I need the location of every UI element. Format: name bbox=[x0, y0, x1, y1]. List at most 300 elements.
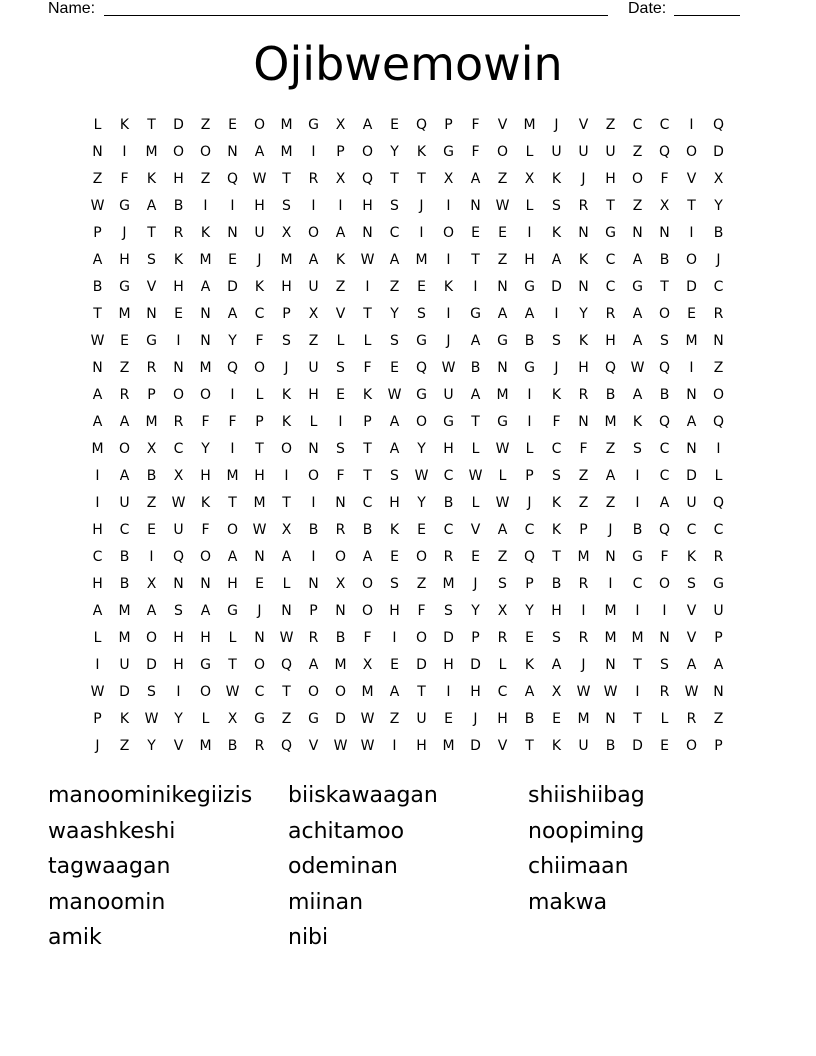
grid-letter: F bbox=[336, 468, 345, 484]
grid-letter: Q bbox=[415, 117, 428, 133]
grid-letter: L bbox=[93, 117, 102, 133]
grid-letter: A bbox=[389, 414, 400, 430]
grid-letter: I bbox=[338, 198, 343, 214]
grid-letter: T bbox=[228, 495, 237, 511]
grid-letter: F bbox=[363, 360, 372, 376]
grid-letter: E bbox=[687, 306, 696, 322]
grid-letter: D bbox=[632, 738, 643, 754]
grid-letter: A bbox=[632, 387, 643, 403]
grid-letter: C bbox=[605, 279, 616, 295]
word-list-item: waashkeshi bbox=[48, 818, 176, 844]
grid-letter: J bbox=[284, 360, 289, 376]
grid-letter: P bbox=[714, 738, 723, 754]
grid-letter: N bbox=[362, 225, 373, 241]
grid-letter: H bbox=[173, 279, 184, 295]
grid-letter: B bbox=[713, 225, 724, 241]
grid-letter: K bbox=[578, 333, 589, 349]
grid-letter: R bbox=[497, 630, 508, 646]
grid-letter: N bbox=[713, 684, 724, 700]
grid-letter: A bbox=[254, 144, 265, 160]
grid-letter: I bbox=[527, 387, 532, 403]
grid-letter: P bbox=[282, 306, 291, 322]
grid-letter: V bbox=[686, 603, 697, 619]
grid-letter: Q bbox=[280, 738, 293, 754]
grid-letter: E bbox=[120, 333, 129, 349]
grid-letter: O bbox=[199, 144, 212, 160]
grid-letter: T bbox=[255, 441, 264, 457]
grid-letter: X bbox=[551, 684, 562, 700]
grid-letter: J bbox=[554, 360, 559, 376]
grid-letter: O bbox=[280, 441, 293, 457]
grid-letter: I bbox=[392, 738, 397, 754]
grid-letter: C bbox=[713, 522, 724, 538]
grid-letter: S bbox=[660, 333, 669, 349]
grid-letter: Z bbox=[200, 117, 211, 133]
grid-letter: R bbox=[605, 306, 616, 322]
grid-letter: A bbox=[146, 603, 157, 619]
grid-letter: S bbox=[390, 198, 399, 214]
grid-letter: E bbox=[228, 117, 237, 133]
grid-letter: M bbox=[523, 117, 536, 133]
grid-letter: B bbox=[605, 738, 616, 754]
grid-letter: H bbox=[362, 198, 373, 214]
grid-letter: N bbox=[200, 306, 211, 322]
grid-letter: B bbox=[659, 387, 670, 403]
grid-letter: C bbox=[389, 225, 400, 241]
grid-letter: Z bbox=[578, 468, 589, 484]
grid-letter: H bbox=[227, 576, 238, 592]
grid-letter: C bbox=[659, 117, 670, 133]
grid-letter: O bbox=[415, 414, 428, 430]
grid-letter: R bbox=[173, 414, 184, 430]
grid-letter: M bbox=[118, 630, 131, 646]
grid-letter: O bbox=[631, 171, 644, 187]
grid-letter: I bbox=[635, 495, 640, 511]
grid-letter: Q bbox=[361, 171, 374, 187]
grid-letter: U bbox=[713, 603, 724, 619]
grid-letter: L bbox=[525, 198, 534, 214]
grid-letter: F bbox=[255, 333, 264, 349]
grid-letter: T bbox=[633, 711, 642, 727]
grid-letter: Y bbox=[147, 738, 156, 754]
grid-letter: N bbox=[713, 333, 724, 349]
grid-letter: S bbox=[390, 576, 399, 592]
grid-letter: M bbox=[226, 468, 239, 484]
grid-letter: C bbox=[254, 684, 265, 700]
grid-letter: T bbox=[93, 306, 102, 322]
grid-letter: C bbox=[254, 306, 265, 322]
word-list-item: nibi bbox=[288, 925, 329, 950]
grid-letter: S bbox=[147, 252, 156, 268]
grid-letter: V bbox=[470, 522, 481, 538]
grid-letter: O bbox=[685, 252, 698, 268]
grid-letter: G bbox=[119, 279, 130, 295]
grid-letter: U bbox=[119, 495, 130, 511]
grid-letter: K bbox=[119, 711, 130, 727]
grid-letter: D bbox=[551, 279, 562, 295]
grid-letter: M bbox=[577, 549, 590, 565]
grid-letter: A bbox=[362, 549, 373, 565]
grid-letter: O bbox=[307, 468, 320, 484]
grid-letter: L bbox=[282, 576, 291, 592]
grid-letter: B bbox=[524, 333, 535, 349]
grid-letter: F bbox=[579, 441, 588, 457]
grid-letter: E bbox=[660, 738, 669, 754]
grid-letter: E bbox=[390, 657, 399, 673]
grid-letter: H bbox=[416, 738, 427, 754]
grid-letter: X bbox=[146, 576, 157, 592]
grid-letter: A bbox=[497, 306, 508, 322]
grid-letter: Z bbox=[605, 441, 616, 457]
grid-letter: L bbox=[471, 495, 480, 511]
grid-letter: X bbox=[146, 441, 157, 457]
word-list-item: miinan bbox=[288, 889, 364, 915]
grid-letter: Q bbox=[226, 171, 239, 187]
grid-letter: I bbox=[95, 495, 100, 511]
grid-letter: N bbox=[227, 144, 238, 160]
grid-letter: D bbox=[335, 711, 346, 727]
grid-letter: Y bbox=[471, 603, 480, 619]
grid-letter: V bbox=[497, 117, 508, 133]
grid-letter: K bbox=[443, 279, 454, 295]
word-list-item: amik bbox=[48, 925, 102, 950]
grid-letter: T bbox=[363, 441, 372, 457]
grid-letter: X bbox=[362, 657, 373, 673]
grid-letter: D bbox=[470, 738, 481, 754]
grid-letter: F bbox=[228, 414, 237, 430]
grid-letter: N bbox=[254, 630, 265, 646]
grid-letter: L bbox=[525, 441, 534, 457]
grid-letter: L bbox=[471, 441, 480, 457]
grid-letter: W bbox=[279, 630, 294, 646]
grid-letter: W bbox=[360, 711, 375, 727]
grid-letter: K bbox=[551, 225, 562, 241]
grid-letter: Z bbox=[713, 711, 724, 727]
grid-letter: T bbox=[282, 171, 291, 187]
grid-letter: S bbox=[336, 441, 345, 457]
grid-letter: U bbox=[308, 360, 319, 376]
grid-letter: Q bbox=[658, 522, 671, 538]
grid-letter: N bbox=[605, 711, 616, 727]
grid-letter: A bbox=[200, 603, 211, 619]
grid-letter: N bbox=[227, 225, 238, 241]
grid-letter: K bbox=[335, 252, 346, 268]
grid-letter: R bbox=[713, 549, 724, 565]
grid-letter: I bbox=[365, 279, 370, 295]
page-title: Ojibwemowin bbox=[253, 37, 563, 91]
grid-letter: T bbox=[633, 657, 642, 673]
grid-letter: W bbox=[144, 711, 159, 727]
grid-letter: A bbox=[92, 603, 103, 619]
grid-letter: C bbox=[362, 495, 373, 511]
grid-letter: C bbox=[443, 522, 454, 538]
grid-letter: J bbox=[95, 738, 100, 754]
grid-letter: I bbox=[554, 306, 559, 322]
grid-letter: G bbox=[416, 387, 427, 403]
grid-letter: G bbox=[443, 144, 454, 160]
grid-letter: K bbox=[524, 657, 535, 673]
grid-letter: E bbox=[471, 225, 480, 241]
grid-letter: Q bbox=[523, 549, 536, 565]
grid-letter: H bbox=[173, 630, 184, 646]
grid-letter: X bbox=[335, 576, 346, 592]
grid-letter: L bbox=[363, 333, 372, 349]
grid-letter: W bbox=[360, 738, 375, 754]
grid-letter: J bbox=[419, 198, 424, 214]
grid-letter: I bbox=[284, 468, 289, 484]
grid-letter: B bbox=[443, 495, 454, 511]
grid-letter: T bbox=[363, 306, 372, 322]
grid-letter: F bbox=[552, 414, 561, 430]
grid-letter: Z bbox=[713, 360, 724, 376]
header-line bbox=[48, 0, 748, 19]
grid-letter: G bbox=[632, 549, 643, 565]
grid-letter: T bbox=[525, 738, 534, 754]
grid-letter: O bbox=[253, 657, 266, 673]
grid-letter: V bbox=[308, 738, 319, 754]
grid-letter: P bbox=[363, 414, 372, 430]
grid-letter: K bbox=[551, 171, 562, 187]
grid-letter: O bbox=[118, 441, 131, 457]
grid-letter: A bbox=[119, 414, 130, 430]
grid-letter: P bbox=[444, 117, 453, 133]
grid-letter: Y bbox=[579, 306, 588, 322]
grid-letter: H bbox=[200, 630, 211, 646]
grid-letter: C bbox=[551, 441, 562, 457]
grid-letter: O bbox=[226, 522, 239, 538]
grid-letter: P bbox=[714, 630, 723, 646]
grid-letter: W bbox=[252, 171, 267, 187]
grid-letter: W bbox=[90, 333, 105, 349]
grid-letter: U bbox=[308, 279, 319, 295]
grid-letter: O bbox=[442, 225, 455, 241]
grid-letter: N bbox=[92, 360, 103, 376]
grid-letter: I bbox=[203, 198, 208, 214]
date-label: Date: bbox=[628, 0, 667, 17]
grid-letter: I bbox=[230, 198, 235, 214]
grid-letter: Z bbox=[281, 711, 292, 727]
grid-letter: R bbox=[578, 387, 589, 403]
grid-letter: D bbox=[686, 279, 697, 295]
grid-letter: O bbox=[361, 603, 374, 619]
grid-letter: V bbox=[686, 630, 697, 646]
word-list-item: chiimaan bbox=[528, 854, 629, 879]
grid-letter: Y bbox=[201, 441, 210, 457]
grid-letter: T bbox=[606, 198, 615, 214]
grid-letter: K bbox=[200, 225, 211, 241]
grid-letter: T bbox=[282, 684, 291, 700]
grid-letter: H bbox=[524, 252, 535, 268]
grid-letter: W bbox=[171, 495, 186, 511]
grid-letter: A bbox=[389, 252, 400, 268]
grid-letter: M bbox=[199, 252, 212, 268]
grid-letter: U bbox=[254, 225, 265, 241]
grid-letter: J bbox=[527, 495, 532, 511]
grid-letter: B bbox=[227, 738, 238, 754]
grid-letter: E bbox=[390, 549, 399, 565]
grid-letter: O bbox=[253, 360, 266, 376]
grid-letter: A bbox=[389, 441, 400, 457]
grid-letter: N bbox=[200, 333, 211, 349]
grid-letter: N bbox=[92, 144, 103, 160]
grid-letter: X bbox=[497, 603, 508, 619]
grid-letter: I bbox=[446, 198, 451, 214]
grid-letter: U bbox=[119, 657, 130, 673]
grid-letter: Z bbox=[497, 549, 508, 565]
grid-letter: A bbox=[713, 657, 724, 673]
grid-letter: T bbox=[552, 549, 561, 565]
grid-letter: O bbox=[199, 549, 212, 565]
grid-letter: G bbox=[524, 279, 535, 295]
grid-letter: Y bbox=[714, 198, 723, 214]
grid-letter: A bbox=[92, 414, 103, 430]
grid-letter: W bbox=[225, 684, 240, 700]
grid-letter: J bbox=[257, 603, 262, 619]
grid-letter: E bbox=[525, 630, 534, 646]
grid-letter: X bbox=[524, 171, 535, 187]
grid-letter: S bbox=[552, 468, 561, 484]
grid-letter: N bbox=[281, 603, 292, 619]
grid-letter: D bbox=[119, 684, 130, 700]
grid-letter: H bbox=[605, 333, 616, 349]
grid-letter: Y bbox=[390, 306, 399, 322]
grid-letter: W bbox=[387, 387, 402, 403]
grid-letter: D bbox=[713, 144, 724, 160]
grid-letter: I bbox=[527, 225, 532, 241]
grid-letter: O bbox=[415, 549, 428, 565]
word-list-item: odeminan bbox=[288, 854, 398, 879]
grid-letter: S bbox=[390, 333, 399, 349]
grid-letter: N bbox=[686, 387, 697, 403]
grid-letter: N bbox=[335, 495, 346, 511]
grid-letter: M bbox=[361, 684, 374, 700]
grid-letter: A bbox=[659, 495, 670, 511]
grid-letter: N bbox=[605, 549, 616, 565]
grid-letter: P bbox=[579, 522, 588, 538]
grid-letter: F bbox=[660, 549, 669, 565]
grid-letter: E bbox=[552, 711, 561, 727]
grid-letter: W bbox=[414, 468, 429, 484]
grid-letter: B bbox=[146, 468, 157, 484]
grid-letter: K bbox=[551, 738, 562, 754]
grid-letter: P bbox=[471, 630, 480, 646]
grid-letter: P bbox=[525, 468, 534, 484]
grid-letter: A bbox=[632, 306, 643, 322]
word-list-item: noopiming bbox=[528, 818, 645, 844]
grid-letter: P bbox=[255, 414, 264, 430]
grid-letter: B bbox=[308, 522, 319, 538]
grid-letter: Q bbox=[172, 549, 185, 565]
grid-letter: K bbox=[173, 252, 184, 268]
grid-letter: X bbox=[281, 522, 292, 538]
grid-letter: O bbox=[415, 630, 428, 646]
grid-letter: F bbox=[471, 117, 480, 133]
grid-letter: Q bbox=[658, 360, 671, 376]
grid-letter: U bbox=[605, 144, 616, 160]
grid-letter: X bbox=[308, 306, 319, 322]
grid-letter: S bbox=[336, 360, 345, 376]
grid-letter: B bbox=[92, 279, 103, 295]
grid-letter: A bbox=[632, 252, 643, 268]
grid-letter: I bbox=[635, 603, 640, 619]
grid-letter: A bbox=[470, 171, 481, 187]
grid-letter: W bbox=[495, 198, 510, 214]
grid-letter: V bbox=[146, 279, 157, 295]
grid-letter: M bbox=[604, 603, 617, 619]
grid-letter: N bbox=[578, 225, 589, 241]
grid-letter: I bbox=[419, 225, 424, 241]
grid-letter: C bbox=[605, 252, 616, 268]
grid-letter: I bbox=[581, 603, 586, 619]
grid-letter: K bbox=[632, 414, 643, 430]
grid-letter: N bbox=[659, 630, 670, 646]
grid-letter: F bbox=[471, 144, 480, 160]
grid-letter: H bbox=[254, 468, 265, 484]
grid-letter: Y bbox=[228, 333, 237, 349]
grid-letter: A bbox=[686, 414, 697, 430]
grid-letter: A bbox=[146, 198, 157, 214]
grid-letter: M bbox=[280, 144, 293, 160]
grid-letter: W bbox=[90, 684, 105, 700]
grid-letter: J bbox=[608, 522, 613, 538]
grid-letter: S bbox=[147, 684, 156, 700]
grid-letter: M bbox=[604, 414, 617, 430]
grid-letter: O bbox=[361, 144, 374, 160]
grid-letter: G bbox=[605, 225, 616, 241]
grid-letter: E bbox=[417, 279, 426, 295]
grid-letter: C bbox=[443, 468, 454, 484]
grid-letter: T bbox=[471, 252, 480, 268]
grid-letter: R bbox=[335, 522, 346, 538]
grid-letter: M bbox=[631, 630, 644, 646]
grid-letter: Z bbox=[389, 279, 400, 295]
grid-letter: T bbox=[417, 684, 426, 700]
grid-letter: M bbox=[685, 333, 698, 349]
grid-letter: B bbox=[173, 198, 184, 214]
grid-letter: Z bbox=[119, 738, 130, 754]
grid-letter: O bbox=[685, 144, 698, 160]
grid-letter: M bbox=[280, 252, 293, 268]
grid-letter: A bbox=[524, 306, 535, 322]
grid-letter: N bbox=[659, 225, 670, 241]
grid-letter: H bbox=[308, 387, 319, 403]
grid-letter: W bbox=[360, 252, 375, 268]
grid-letter: L bbox=[309, 414, 318, 430]
grid-letter: C bbox=[119, 522, 130, 538]
grid-letter: L bbox=[336, 333, 345, 349]
grid-letter: B bbox=[470, 360, 481, 376]
grid-letter: W bbox=[441, 360, 456, 376]
word-list-item: shiishiibag bbox=[528, 783, 645, 808]
grid-letter: V bbox=[578, 117, 589, 133]
grid-letter: N bbox=[632, 225, 643, 241]
grid-letter: M bbox=[334, 657, 347, 673]
grid-letter: T bbox=[147, 117, 156, 133]
grid-letter: E bbox=[390, 117, 399, 133]
grid-letter: G bbox=[524, 360, 535, 376]
grid-letter: D bbox=[227, 279, 238, 295]
grid-letter: F bbox=[201, 522, 210, 538]
grid-letter: K bbox=[551, 495, 562, 511]
grid-letter: A bbox=[470, 333, 481, 349]
grid-letter: I bbox=[95, 468, 100, 484]
grid-letter: I bbox=[122, 144, 127, 160]
grid-letter: E bbox=[147, 522, 156, 538]
grid-letter: T bbox=[282, 495, 291, 511]
grid-letter: A bbox=[119, 468, 130, 484]
grid-letter: X bbox=[443, 171, 454, 187]
grid-letter: N bbox=[605, 657, 616, 673]
